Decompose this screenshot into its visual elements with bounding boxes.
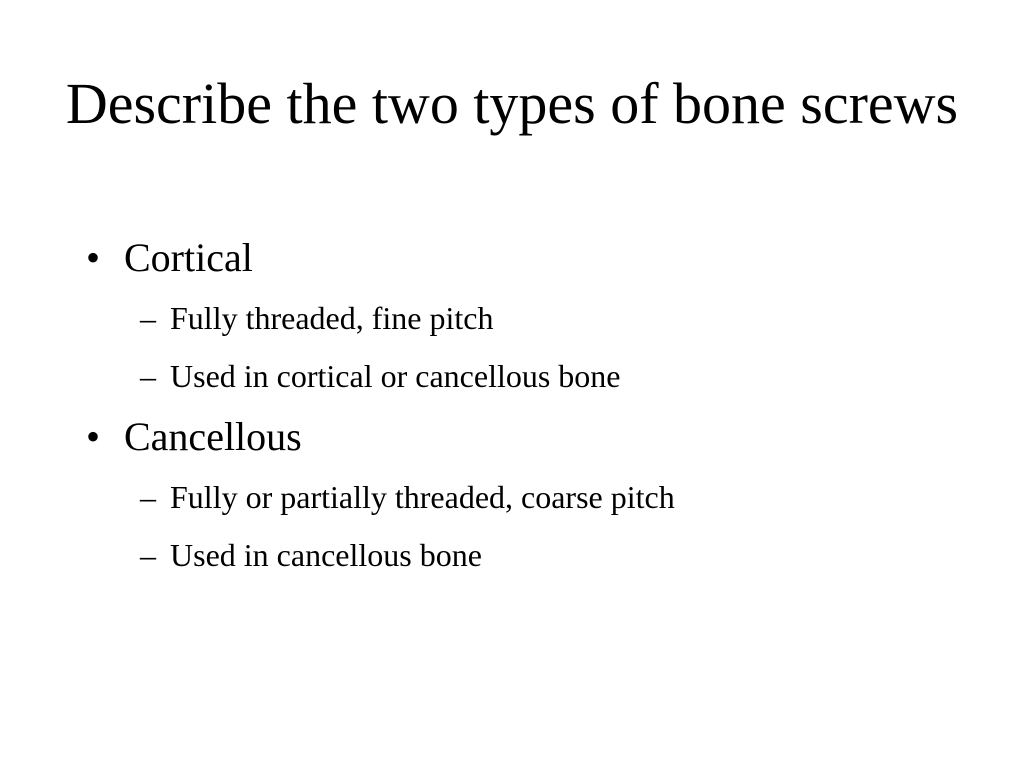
dash-icon: – xyxy=(140,537,156,573)
dash-icon: – xyxy=(140,358,156,394)
sub-list-item xyxy=(140,298,493,338)
sub-list-item xyxy=(140,356,621,396)
sub-list-item xyxy=(140,535,482,575)
list-item xyxy=(86,413,302,461)
sub-list-item xyxy=(140,477,675,517)
bullet-icon: • xyxy=(86,414,101,459)
list-item xyxy=(86,234,253,282)
dash-icon: – xyxy=(140,300,156,336)
bullet-icon: • xyxy=(86,235,101,280)
list-item-text: Cancellous xyxy=(124,414,302,459)
dash-icon: – xyxy=(140,479,156,515)
sub-list-item-text: Fully or partially threaded, coarse pitch xyxy=(170,479,675,515)
sub-list-item-text: Used in cortical or cancellous bone xyxy=(170,358,621,394)
sub-list-item-text: Used in cancellous bone xyxy=(170,537,482,573)
sub-list-item-text: Fully threaded, fine pitch xyxy=(170,300,494,336)
slide-title: Describe the two types of bone screws xyxy=(65,71,959,136)
list-item-text: Cortical xyxy=(124,235,253,280)
